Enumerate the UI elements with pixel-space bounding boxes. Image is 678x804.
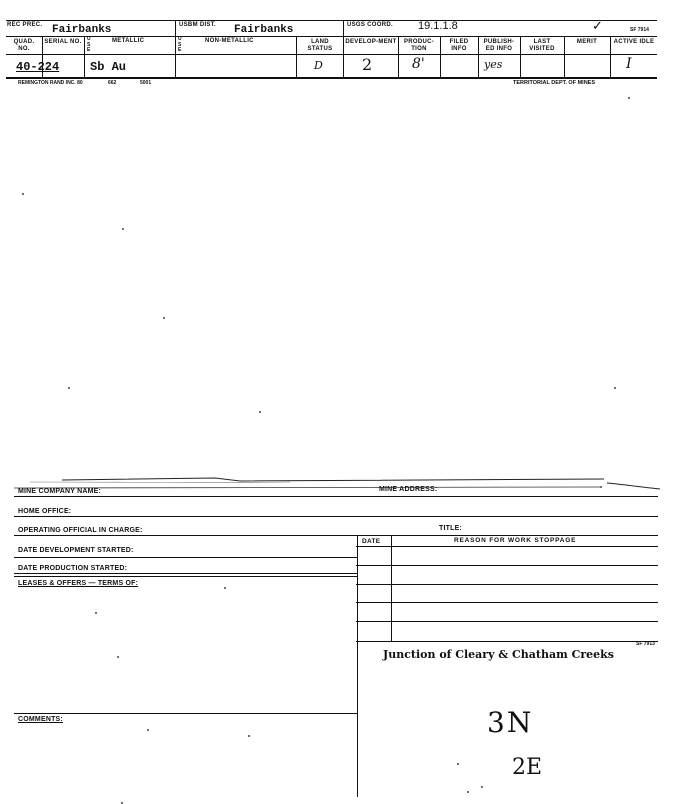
scan-speck	[68, 387, 70, 389]
scan-speck	[467, 791, 469, 793]
col-quad-no: QUAD. NO.	[13, 39, 35, 52]
scan-speck	[122, 228, 124, 230]
col-serial-no: SERIAL NO.	[44, 39, 82, 45]
scan-speck	[248, 735, 250, 737]
col-production: PRODUC-TION	[403, 39, 435, 52]
card-edge	[0, 470, 678, 492]
operating-official-label: OPERATING OFFICIAL IN CHARGE:	[18, 527, 143, 534]
printer-code-2: 5001	[140, 80, 152, 86]
usbm-dist-label: USBM DIST.	[179, 22, 217, 28]
stoppage-date-header: DATE	[362, 538, 381, 545]
location-note: Junction of Cleary & Chatham Creeks	[383, 648, 614, 661]
scan-speck	[22, 193, 24, 195]
handwritten-range: 2E	[512, 755, 543, 780]
col-development: DEVELOP-MENT	[345, 39, 397, 45]
usbm-dist-value: Fairbanks	[234, 24, 294, 36]
form-number-bottom: SF 7913	[636, 641, 655, 647]
record-production: 8'	[412, 56, 425, 72]
record-land-status: D	[314, 59, 323, 72]
date-development-label: DATE DEVELOPMENT STARTED:	[18, 547, 134, 554]
printer-credit: REMINGTON RAND INC. 80	[18, 80, 83, 86]
col-use-metallic: U S E	[87, 36, 91, 53]
record-active-idle: I	[626, 56, 632, 72]
home-office-label: HOME OFFICE:	[18, 508, 72, 515]
scan-speck	[147, 729, 149, 731]
rec-prec-value: Fairbanks	[52, 24, 112, 36]
col-metallic: METALLIC	[112, 38, 145, 44]
title-label: TITLE:	[439, 525, 462, 532]
scan-speck	[95, 612, 97, 614]
comments-label: COMMENTS:	[18, 716, 63, 723]
dept-name: TERRITORIAL DEPT. OF MINES	[513, 80, 595, 86]
stoppage-reason-header: REASON FOR WORK STOPPAGE	[454, 537, 577, 544]
scan-speck	[481, 786, 483, 788]
usgs-coord-value: 19.1.1.8	[418, 20, 458, 32]
scan-speck	[224, 587, 226, 589]
record-serial-no: Sb Au	[90, 60, 127, 74]
mine-company-name-label: MINE COMPANY NAME:	[18, 488, 102, 495]
col-last-visited: LAST VISITED	[529, 39, 555, 52]
mine-address-label: MINE ADDRESS:	[379, 486, 438, 493]
check-mark: ✓	[592, 18, 603, 33]
col-land-status: LAND STATUS	[307, 39, 333, 52]
printer-code-1: 662	[108, 80, 117, 86]
date-production-label: DATE PRODUCTION STARTED:	[18, 565, 128, 572]
leases-offers-label: LEASES & OFFERS — TERMS OF:	[18, 580, 139, 587]
scan-speck	[614, 387, 616, 389]
col-merit: MERIT	[576, 39, 598, 45]
col-filed-info: FILED INFO	[449, 39, 469, 52]
scan-speck	[259, 411, 261, 413]
scan-speck	[121, 802, 123, 804]
record-quad-no: 40-224	[16, 60, 60, 74]
col-active-idle: ACTIVE IDLE	[613, 39, 655, 45]
scan-speck	[163, 317, 165, 319]
handwritten-township: 3N	[487, 706, 534, 739]
record-published-info: yes	[484, 58, 503, 71]
scan-speck	[117, 656, 119, 658]
scan-speck	[628, 97, 630, 99]
col-nonmetallic: NON-METALLIC	[205, 38, 254, 44]
col-use-nonmetallic: U S E	[178, 36, 182, 53]
rec-prec-label: REC PREC.	[7, 22, 43, 28]
scan-speck	[457, 763, 459, 765]
col-published-info: PUBLISH-ED INFO	[483, 39, 515, 52]
record-development: 2	[362, 55, 373, 74]
usgs-coord-label: USGS COORD.	[347, 22, 393, 28]
form-number-top: SF 7914	[630, 27, 649, 33]
